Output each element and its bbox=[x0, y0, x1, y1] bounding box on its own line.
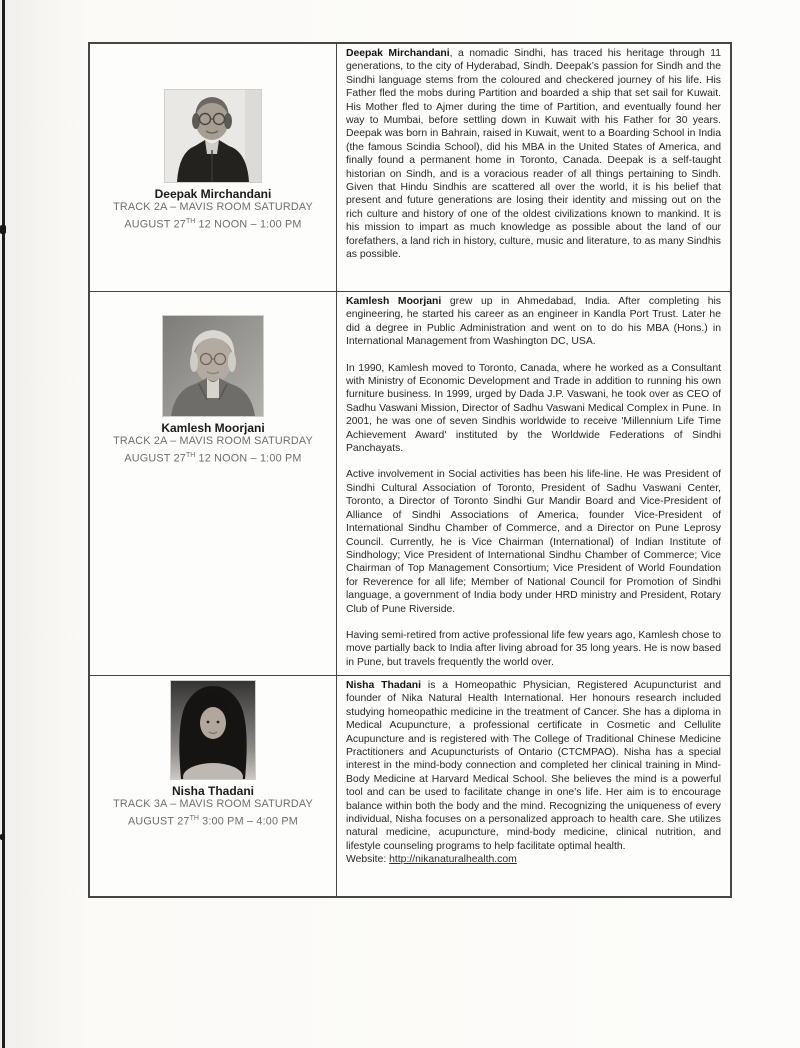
schedule-time: 12 NOON – 1:00 PM bbox=[195, 452, 302, 465]
portrait-face bbox=[194, 337, 232, 383]
speaker-name: Deepak Mirchandani bbox=[154, 187, 272, 201]
bio-paragraph: In 1990, Kamlesh moved to Toronto, Canada, where he worked as a Consultant with Ministry of Economic Development and Trade in addition to running his own furniture business. In 1999, urged by Dada J.P. Vaswani, he took over as CEO of Sadhu Vaswani Mission, Director of Sadhu Vaswani Medical Complex in Pune. In 2001, he was one of seven Sindhis worldwide to receive 'Millennium Life Time Achievement Award' instituted by the Worldwide Federations of Sindhi Panchayats. bbox=[346, 362, 721, 455]
portrait-hair-side bbox=[228, 352, 236, 372]
bio-lead-name: Kamlesh Moorjani bbox=[346, 296, 442, 307]
speaker-row-nisha bbox=[90, 675, 730, 896]
speaker-info-cell bbox=[90, 292, 337, 675]
schedule-time: 3:00 PM – 4:00 PM bbox=[198, 815, 298, 828]
speaker-name: Nisha Thadani bbox=[171, 784, 254, 798]
bio-paragraph: Kamlesh Moorjani grew up in Ahmedabad, India. After completing his engineering, he started his career as an engineer in Kandla Port Trust. Later he did a degree in Public Administration and went on to do his MBA (Hons.) in International Management from Washington DC, USA. bbox=[346, 296, 721, 348]
speaker-info-cell bbox=[90, 676, 337, 896]
website-link[interactable]: http://nikanaturalhealth.com bbox=[389, 854, 517, 866]
speaker-track-line: TRACK 3A – MAVIS ROOM SATURDAY bbox=[113, 798, 313, 810]
speaker-bio-cell bbox=[337, 676, 730, 896]
portrait-hair-side bbox=[224, 113, 232, 129]
schedule-time: 12 NOON – 1:00 PM bbox=[195, 218, 302, 231]
speaker-bio bbox=[346, 679, 721, 853]
bio-paragraph: Active involvement in Social activities has been his life-line. He was President of Sindhi Cultural Association of Toronto, President of Sadhu Vaswani Center, Toronto, a Director of Toronto Sindhi Gur Mandir Board and Vice-President of Alliance of Sindhi Associations of America, founder Vice-President of International Sindhu Chamber of Commerce, and a Director on Pune Leprosy Council. Currently, he is Vice Chairman (International) of Indian Institute of Sindhology; Vice President of International Sindhu Chamber of Commerce; Vice Chairman of Top Management Consortium; Vice President of World Foundation for Reverence for all life; Member of National Council for Promotion of Sindhi language, a government of India body under HRD ministry and President, Rotary Club of Pune Riverside. bbox=[346, 469, 721, 615]
speaker-bio-cell bbox=[337, 44, 730, 291]
portrait-face bbox=[200, 707, 226, 739]
speaker-photo bbox=[163, 316, 263, 416]
kamlesh-portrait-photo bbox=[163, 316, 263, 416]
scan-artifact-mark bbox=[0, 834, 5, 840]
speaker-track-line: TRACK 2A – MAVIS ROOM SATURDAY bbox=[113, 201, 313, 213]
speaker-photo bbox=[171, 681, 255, 779]
website-line bbox=[346, 853, 721, 866]
speaker-info-cell bbox=[90, 44, 337, 291]
bio-paragraph: Deepak Mirchandani, a nomadic Sindhi, has traced his heritage through 11 generations, to the city of Hyderabad, Sindh. Deepak’s passion for Sindh and the Sindhi language stems from the coloured and checkered journey of his life. His Father fled the mobs during Partition and boarded a ship that set sail for Kuwait. His Mother fled to Ajmer during the time of Partition, and eventually found her way to Mumbai, before settling down in Kuwait with his Father for 30 years. Deepak was born in Bahrain, raised in Kuwait, went to a Boarding School in India (the famous Scindia School), did his MBA in the United States of America, and finally found a permanent home in Toronto, Canada. Deepak is a self-taught historian on Sindh, and is a voracious reader of all things pertaining to Sindh. Given that Hindu Sindhis are scattered all over the world, it is his belief that present and future generations are losing their identity and missing out on the rich culture and history of one of the oldest civilizations known to mankind. It is his mission to impart as much knowledge as possible about the land of our forefathers, a land rich in history, culture, music and literature, to as many Sindhis as possible. bbox=[346, 48, 721, 261]
schedule-ordinal: TH bbox=[186, 451, 196, 459]
speaker-track-line: TRACK 2A – MAVIS ROOM SATURDAY bbox=[113, 435, 313, 447]
bio-lead-name: Nisha Thadani bbox=[346, 680, 422, 691]
bio-paragraph: Having semi-retired from active professional life few years ago, Kamlesh chose to move partially back to India after living abroad for 35 long years. He is now based in Pune, but travels frequently the world over. bbox=[346, 629, 721, 668]
bio-lead-name: Deepak Mirchandani bbox=[346, 48, 450, 59]
speaker-bio bbox=[346, 47, 721, 262]
speaker-bio-cell bbox=[337, 292, 730, 675]
portrait-hair-side bbox=[190, 352, 198, 372]
schedule-date: AUGUST 27 bbox=[124, 452, 187, 465]
speaker-schedule-line bbox=[124, 215, 301, 232]
speaker-photo bbox=[165, 90, 261, 182]
speaker-bio-table bbox=[88, 42, 732, 898]
website-label: Website: bbox=[346, 854, 390, 866]
scan-artifact-mark bbox=[0, 225, 6, 234]
speaker-schedule-line bbox=[124, 449, 301, 466]
speaker-schedule-line bbox=[128, 812, 298, 829]
bio-paragraph: Nisha Thadani is a Homeopathic Physician, Registered Acupuncturist and founder of Nika Natural Health International. Her honours research included studying homeopathic medicine in the treatment of Cancer. She has a diploma in Medical Acupuncture, a professional certificate in Cosmetic and Cellulite Acupuncture and is registered with The College of Traditional Chinese Medicine Practitioners and Acupuncturists of Ontario (CTCMPAO). Nisha has a special interest in the mind-body connection and completed her clinical training in Mind-Body Medicine at Harvard Medical School. She believes the mind is a powerful tool and can be used to facilitate change in one’s life. Her aim is to encourage balance within both the body and the mind. Recognizing the uniqueness of every individual, Nisha focuses on a personalized approach to health care. She utilizes natural medicine, acupuncture, mind-body medicine, clinical nutrition, and lifestyle counseling programs to help facilitate optimal health. bbox=[346, 680, 721, 852]
portrait-hair-side bbox=[192, 113, 200, 129]
speaker-bio bbox=[346, 295, 721, 669]
speaker-name: Kamlesh Moorjani bbox=[161, 421, 265, 435]
deepak-portrait-photo bbox=[165, 90, 261, 182]
schedule-date: AUGUST 27 bbox=[128, 815, 190, 828]
speaker-row-kamlesh bbox=[90, 291, 730, 675]
schedule-date: AUGUST 27 bbox=[124, 218, 187, 231]
schedule-ordinal: TH bbox=[186, 217, 196, 225]
speaker-row-deepak bbox=[90, 44, 730, 291]
portrait-shadow bbox=[245, 90, 261, 182]
nisha-portrait-photo bbox=[171, 681, 255, 779]
scan-edge-line bbox=[2, 0, 5, 1048]
portrait-eye bbox=[217, 721, 220, 724]
portrait-eye bbox=[207, 721, 210, 724]
schedule-ordinal: TH bbox=[189, 814, 199, 822]
